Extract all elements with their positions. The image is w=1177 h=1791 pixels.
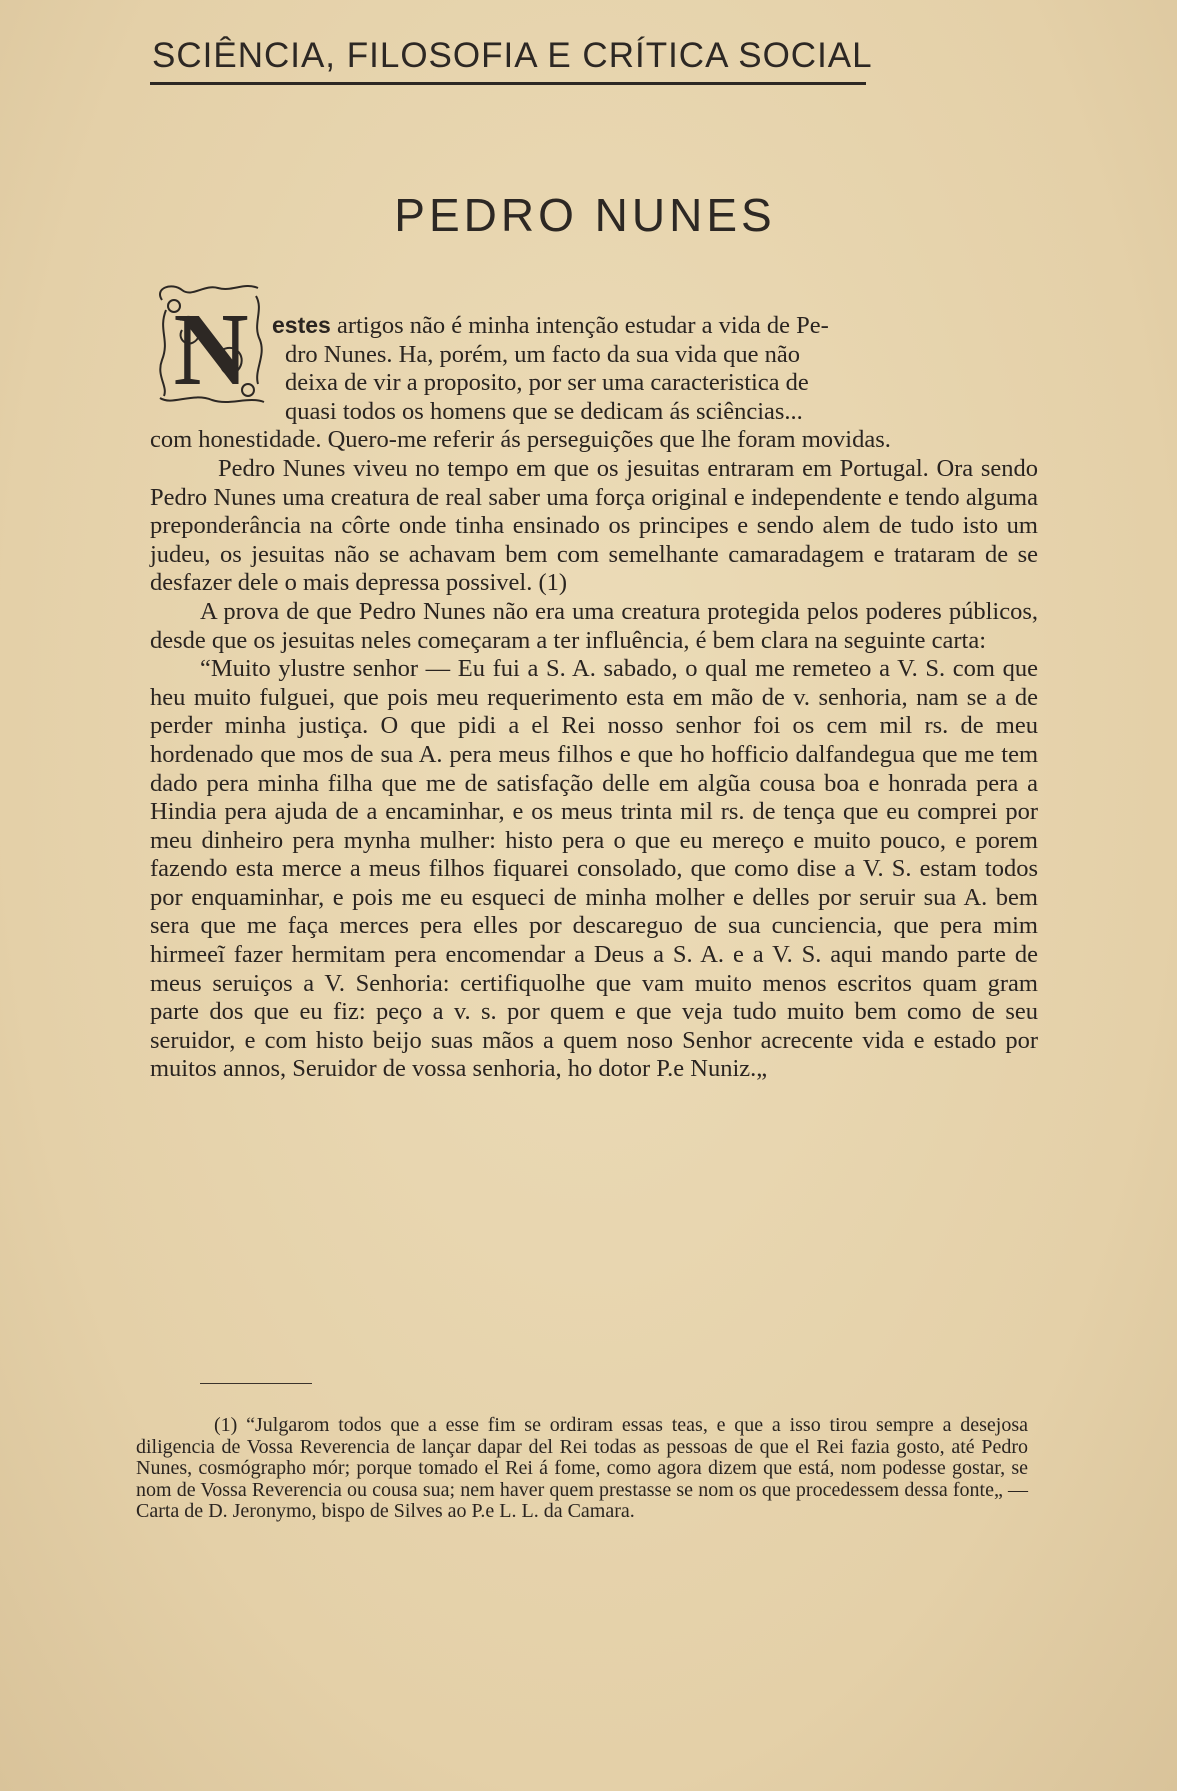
footnote-reference: (1): [538, 569, 568, 597]
running-head: SCIÊNCIA, FILOSOFIA E CRÍTICA SOCIAL: [152, 36, 873, 75]
article-title: PEDRO NUNES: [394, 189, 776, 241]
footnote-rule: [200, 1383, 312, 1384]
p1-line3: deixa de vir a proposito, por ser uma caracteristica de: [285, 369, 809, 397]
p2-text: Pedro Nunes viveu no tempo em que os jesuitas entraram em Portugal. Ora sendo Pedro Nunes uma creatura de real saber uma força original e independente e tendo alguma preponderância na côrte onde tinha ensinado os principes e sendo alem de tudo isto um judeu, os jesuitas não se achavam bem com semelhante camaradagem e trataram de se desfazer dele o mais depressa possivel.: [150, 454, 1038, 597]
p1-line1: artigos não é minha intenção estudar a vida de Pe-: [330, 312, 829, 339]
drop-cap-letter: N: [173, 292, 249, 407]
p1-rest: com honestidade. Quero-me referir ás perseguições que lhe foram movidas.: [150, 426, 891, 454]
paragraph-1: [150, 311, 1038, 455]
header-rule: [150, 82, 866, 85]
quoted-letter: “Muito ylustre senhor — Eu fui a S. A. sabado, o qual me remeteo a V. S. com que heu muito fulguei, que pois meu requerimento esta em mão de v. senhoria, nam se a de perder minha justiça. O que pidi a el Rei nosso senhor foi os cem mil rs. de meu hordenado que mos de sua A. pera meus filhos e que ho hofficio dalfandegua que me tem dado pera minha filha que me de satisfação delle em algũa cousa boa e honrada pera a Hindia pera ajuda de a encaminhar, e os meus trinta mil rs. de tença que eu comprei por meu dinheiro pera mynha mulher: histo pera o que eu mereço e muito pouco, e porem fazendo esta merce a meus filhos fiquarei consolado, que como dise a V. S. estam todos por enquaminhar, e pois me eu esqueci de minha molher e delles por seruir sua A. bem sera que me faça merces pera elles por descareguo de sua cunciencia, que pera mim hirmeeĩ fazer hermitam pera encomendar a Deus a S. A. e a V. S. aqui mando parte de meus seruiços a V. Senhoria: certifiquolhe que vam muito menos escritos quam gram parte dos que eu fiz: peço a v. s. por quem e que veja tudo muito bem como de seu seruidor, e com histo beijo suas mãos a quem noso Senhor acrecente vida e estado por muitos annos, Seruidor de vossa senhoria, ho dotor P.e Nuniz.„: [150, 655, 1038, 1083]
paragraph-2: [150, 455, 1038, 598]
footnote: [136, 1415, 1028, 1523]
footnote-mark: (1): [214, 1414, 238, 1436]
p1-line4: quasi todos os homens que se dedicam ás sciências...: [285, 397, 803, 425]
article-body: [150, 311, 1038, 1084]
p1-line2: dro Nunes. Ha, porém, um facto da sua vida que não: [285, 340, 801, 368]
lead-word: estes: [272, 312, 331, 338]
footnote-text: “Julgarom todos que a esse fim se ordiram essas teas, e que a isso tirou sempre a desejosa diligencia de Vossa Reverencia de lançar dapar del Rei todas as pessoas de que el Rei fazia gosto, até Pedro Nunes, cosmógrapho mór; porque tomado el Rei á fome, como agora dizem que está, nom podesse gostar, se nom de Vossa Reverencia ou cousa sua; nem haver quem prestasse se nom os que procedessem dessa fonte„ — Carta de D. Jeronymo, bispo de Silves ao P.e L. L. da Camara.: [136, 1414, 1028, 1523]
paragraph-3: A prova de que Pedro Nunes não era uma creatura protegida pelos poderes públicos, desde que os jesuitas neles começaram a ter influência, é bem clara na seguinte carta:: [150, 597, 1038, 654]
